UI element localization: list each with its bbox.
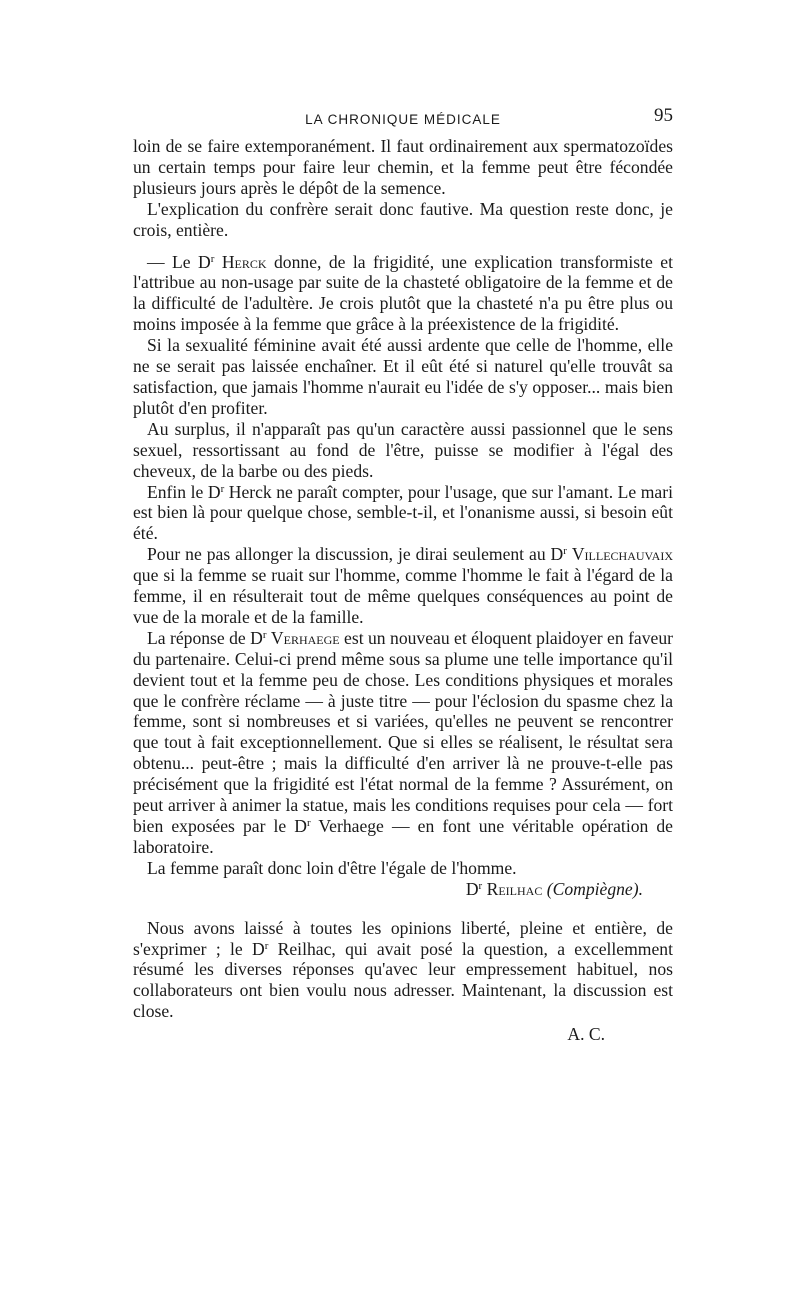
- signature-place: (Compiègne).: [546, 878, 643, 899]
- paragraph-9: La femme paraît donc loin d'être l'égale de l'homme.: [147, 857, 517, 878]
- editor-initials: A. C.: [567, 1024, 605, 1045]
- paragraph-3: — Le $D^r$ Herck donne, de la frigidité, une explication transformiste et l'attribue au non-usage par suite de la chasteté obligatoire de la femme et de la difficulté de l'adultère. Je crois plutôt que la chasteté n'a pu être plus ou moins imposée à la femme que grâce à la préexistence de la frigidité.: [133, 251, 673, 335]
- running-title: LA CHRONIQUE MÉDICALE: [305, 112, 501, 127]
- editorial-note: Nous avons laissé à toutes les opinions liberté, pleine et entière, de s'exprimer ; le $D^r$ Reilhac, qui avait posé la question, a excellemment résumé les diverses réponses qu'avec leur empressement habituel, nos collaborateurs ont bien voulu nous adresser. Maintenant, la discussion est close.: [133, 917, 673, 1022]
- paragraph-5: Au surplus, il n'apparaît pas qu'un caractère aussi passionnel que le sens sexuel, ressortissant au fond de l'être, puisse se modifier à l'égal des cheveux, de la barbe ou des pieds.: [133, 418, 673, 481]
- running-header: [133, 106, 673, 136]
- author-name-herck: Herck: [221, 251, 267, 272]
- page: [133, 106, 673, 1045]
- signature: $D^r$ Reilhac (Compiègne).: [465, 878, 643, 899]
- paragraph-2: L'explication du confrère serait donc fautive. Ma question reste donc, je crois, entière.: [133, 198, 673, 240]
- paragraph-1: loin de se faire extemporanément. Il faut ordinairement aux spermatozoïdes un certain temps pour faire leur chemin, et la femme peut être fécondée plusieurs jours après le dépôt de la semence.: [133, 136, 673, 198]
- paragraph-6: Enfin le $D^r$ Herck ne paraît compter, pour l'usage, que sur l'amant. Le mari est bien là pour quelque chose, semble-t-il, et l'onanisme aussi, si besoin eût été.: [133, 481, 673, 544]
- section-gap: [133, 900, 673, 918]
- author-name-villechauvaix: Villechauvaix: [571, 544, 673, 565]
- page-number: 95: [654, 105, 673, 126]
- paragraph-4: Si la sexualité féminine avait été aussi ardente que celle de l'homme, elle ne se serait pas laissée enchaîner. Et il eût été si naturel qu'elle trouvât sa satisfaction, que jamais l'homme n'aurait eu l'idée de s'y opposer... mais bien plutôt d'en profiter.: [133, 335, 673, 418]
- paragraph-7: Pour ne pas allonger la discussion, je dirai seulement au $D^r$ Villechauvaix que si la femme se ruait sur l'homme, comme l'homme le fait à l'égard de la femme, il en résulterait tout de même quelques conséquences au point de vue de la morale et de la famille.: [133, 544, 673, 627]
- signature-name: Reilhac: [486, 878, 543, 899]
- paragraph-8: La réponse de $D^r$ Verhaege est un nouveau et éloquent plaidoyer en faveur du partenaire. Celui-ci prend même sous sa plume une telle importance qu'il devient tout et la femme peu de chose. Les conditions physiques et morales que le confrère réclame — à juste titre — pour l'éclosion du spasme chez la femme, sont si nombreuses et si variées, qu'elles ne peuvent se rencontrer que tout à fait exceptionnellement. Que si elles se réalisent, le résultat sera obtenu... peut-être ; mais la difficulté d'en arriver là ne prouve-t-elle pas précisément que la frigidité est l'état normal de la femme ? Assurément, on peut arriver à animer la statue, mais les conditions requises pour cela — fort bien exposées par le $D^r$ Verhaege — en font une véritable opération de laboratoire.: [133, 627, 673, 857]
- author-name-verhaege: Verhaege: [270, 627, 340, 648]
